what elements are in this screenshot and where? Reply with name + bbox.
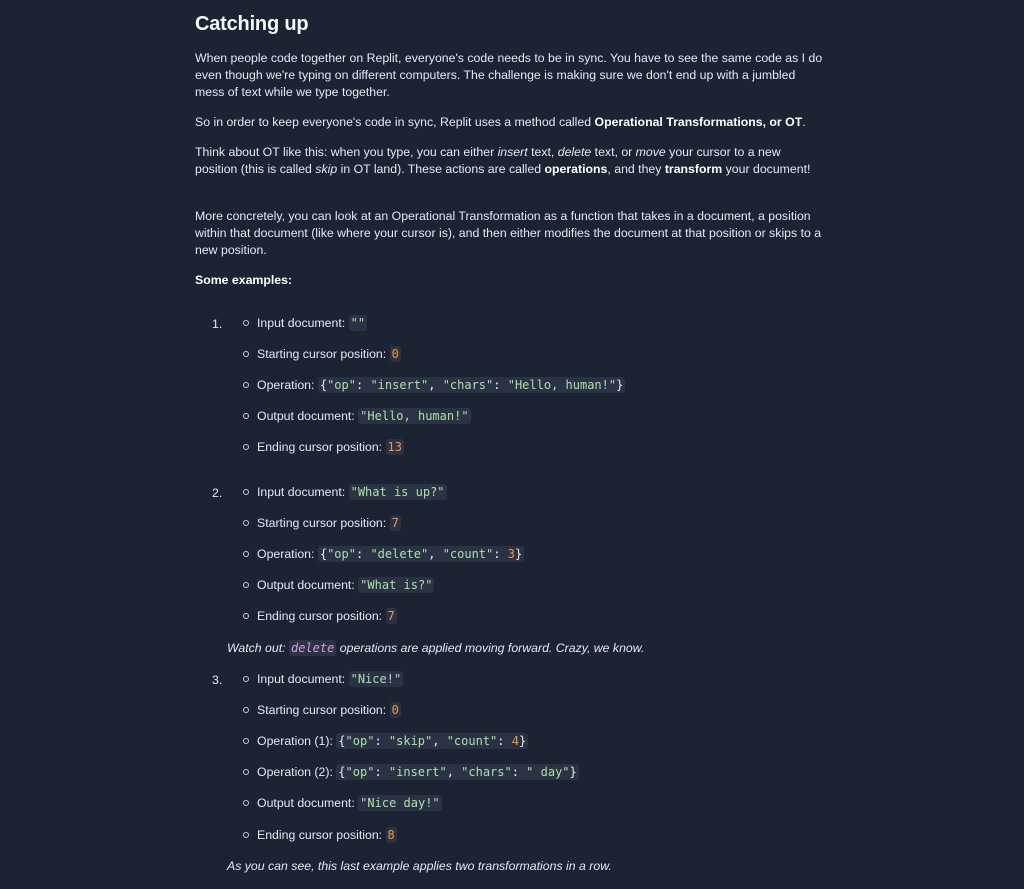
bullet-icon xyxy=(243,707,249,713)
bullet-icon xyxy=(243,582,249,588)
code-string: "op" xyxy=(345,734,375,748)
list-item xyxy=(243,345,401,363)
code-string: "delete" xyxy=(370,547,429,561)
item-label: Operation: xyxy=(257,378,318,392)
term-operations: operations xyxy=(544,162,608,177)
bullet-icon xyxy=(243,489,249,495)
code-punctuation: { xyxy=(338,765,346,779)
code-punctuation: , xyxy=(428,547,443,561)
code-string: "insert" xyxy=(388,765,447,779)
item-label: Starting cursor position: xyxy=(257,347,390,361)
ot-term: Operational Transformations, or OT xyxy=(594,115,803,129)
item-code: "Nice day!" xyxy=(360,796,440,810)
bullet-icon xyxy=(243,320,249,326)
example-number: 1. xyxy=(212,317,223,331)
code-punctuation: : xyxy=(493,547,508,561)
note-code: delete xyxy=(290,641,335,655)
section-heading: Catching up xyxy=(195,13,309,35)
code-punctuation: : xyxy=(355,378,371,392)
list-item xyxy=(243,794,442,812)
p3-text-c: text, or xyxy=(591,145,636,159)
code-number: 4 xyxy=(511,734,519,748)
code-punctuation: { xyxy=(319,378,328,392)
item-code: "What is up?" xyxy=(350,485,445,499)
list-item xyxy=(243,514,401,532)
term-delete: delete xyxy=(557,145,592,159)
bullet-icon xyxy=(243,738,249,744)
item-label: Operation: xyxy=(257,547,318,561)
list-item xyxy=(243,376,625,394)
item-code: 13 xyxy=(387,440,402,454)
note-text-end: operations are applied moving forward. Crazy, we know. xyxy=(336,641,645,655)
examples-label: Some examples: xyxy=(195,273,293,287)
list-item xyxy=(243,314,367,332)
code-punctuation: : xyxy=(511,765,527,779)
term-transform: transform xyxy=(664,162,723,177)
list-item xyxy=(243,407,471,425)
p3-text-g: your document! xyxy=(722,162,811,177)
code-punctuation: : xyxy=(374,765,389,779)
p3-text-e: in OT land). These actions are called xyxy=(337,162,545,177)
term-insert: insert xyxy=(497,145,528,159)
code-number: 3 xyxy=(507,547,515,561)
code-punctuation: } xyxy=(569,765,577,779)
code-string: "op" xyxy=(327,547,356,561)
code-string: "chars" xyxy=(461,765,512,779)
item-label: Starting cursor position: xyxy=(257,703,390,717)
item-label: Ending cursor position: xyxy=(257,609,386,623)
item-code: "Nice!" xyxy=(350,672,402,686)
item-label: Operation (2): xyxy=(257,765,337,779)
example-number: 2. xyxy=(212,486,223,500)
bullet-icon xyxy=(243,382,249,388)
item-label: Input document: xyxy=(257,672,349,686)
bullet-icon xyxy=(243,769,249,775)
paragraph-ot-intro-text: So in order to keep everyone's code in sync, Replit uses a method called xyxy=(195,115,595,129)
code-string: "skip" xyxy=(388,734,433,748)
item-code xyxy=(336,733,528,749)
code-punctuation: , xyxy=(432,734,447,748)
list-item xyxy=(243,545,524,563)
p3-text-d: your cursor to a new position (this is called xyxy=(195,145,781,177)
item-label: Input document: xyxy=(257,316,349,330)
bullet-icon xyxy=(243,832,249,838)
code-punctuation: } xyxy=(616,378,624,392)
item-label: Ending cursor position: xyxy=(257,828,386,842)
bullet-icon xyxy=(243,551,249,557)
code-string: " day" xyxy=(526,765,570,779)
list-item xyxy=(243,576,434,594)
paragraph-sync-text: When people code together on Replit, everyone's code needs to be in sync. You have to see the same code as I do even though we're typing on different computers. The challenge is making sure we don't end up with a jumbled mess of text while we type together. xyxy=(195,51,823,100)
note-text: Watch out: xyxy=(227,641,289,655)
bullet-icon xyxy=(243,520,249,526)
p3-text-f: , and they xyxy=(607,162,665,177)
code-punctuation: { xyxy=(319,547,328,561)
code-string: "op" xyxy=(327,378,356,392)
item-code: 7 xyxy=(391,516,399,530)
item-code: 8 xyxy=(387,828,395,842)
paragraph-ot-intro-end: . xyxy=(802,115,806,129)
code-string: "Hello, human!" xyxy=(507,378,617,392)
paragraph-sync xyxy=(195,50,825,102)
item-code xyxy=(318,377,625,393)
bullet-icon xyxy=(243,613,249,619)
code-string: "chars" xyxy=(442,378,494,392)
item-code: 0 xyxy=(391,703,399,717)
paragraph-ot-intro xyxy=(195,114,825,131)
item-code: "What is?" xyxy=(360,578,433,592)
item-label: Output document: xyxy=(257,409,359,423)
bullet-icon xyxy=(243,351,249,357)
item-label: Operation (1): xyxy=(257,734,337,748)
code-punctuation: , xyxy=(446,765,462,779)
code-string: "count" xyxy=(446,734,498,748)
p3-text-b: text, xyxy=(527,145,558,159)
list-item xyxy=(243,483,447,501)
item-label: Output document: xyxy=(257,578,359,592)
list-item xyxy=(243,732,528,750)
item-code: 0 xyxy=(391,347,399,361)
item-label: Output document: xyxy=(257,796,359,810)
list-item xyxy=(243,607,397,625)
item-code: 7 xyxy=(387,609,395,623)
item-code xyxy=(318,546,524,562)
list-item xyxy=(243,438,404,456)
code-punctuation: : xyxy=(374,734,389,748)
code-punctuation: : xyxy=(497,734,512,748)
item-label: Starting cursor position: xyxy=(257,516,390,530)
code-punctuation: } xyxy=(518,734,527,748)
code-punctuation: } xyxy=(514,547,523,561)
term-move: move xyxy=(635,145,666,159)
paragraph-concrete-text: More concretely, you can look at an Operational Transformation as a function that takes in a document, a position within that document (like where your cursor is), and then either modifies the document at that position or skips to a new position. xyxy=(195,209,822,258)
code-punctuation: : xyxy=(493,378,508,392)
code-string: "op" xyxy=(345,765,375,779)
bullet-icon xyxy=(243,676,249,682)
list-item xyxy=(243,701,401,719)
list-item xyxy=(243,763,579,781)
code-punctuation: , xyxy=(428,378,443,392)
item-code xyxy=(336,764,578,780)
example-number: 3. xyxy=(212,673,223,687)
item-label: Ending cursor position: xyxy=(257,440,386,454)
code-string: "count" xyxy=(442,547,494,561)
paragraph-ot-explain xyxy=(195,144,825,178)
p3-text-a: Think about OT like this: when you type, you can either xyxy=(195,145,498,159)
item-code: "Hello, human!" xyxy=(360,409,469,423)
bullet-icon xyxy=(243,800,249,806)
code-punctuation: { xyxy=(338,734,346,748)
code-punctuation: : xyxy=(355,547,371,561)
bullet-icon xyxy=(243,444,249,450)
list-item xyxy=(243,826,397,844)
list-item xyxy=(243,670,403,688)
example-note xyxy=(227,641,644,655)
item-label: Input document: xyxy=(257,485,349,499)
term-skip: skip xyxy=(315,162,338,177)
item-code: "" xyxy=(350,316,366,330)
example-note: As you can see, this last example applies two transformations in a row. xyxy=(227,859,612,873)
paragraph-concrete xyxy=(195,208,825,260)
code-string: "insert" xyxy=(370,378,429,392)
bullet-icon xyxy=(243,413,249,419)
